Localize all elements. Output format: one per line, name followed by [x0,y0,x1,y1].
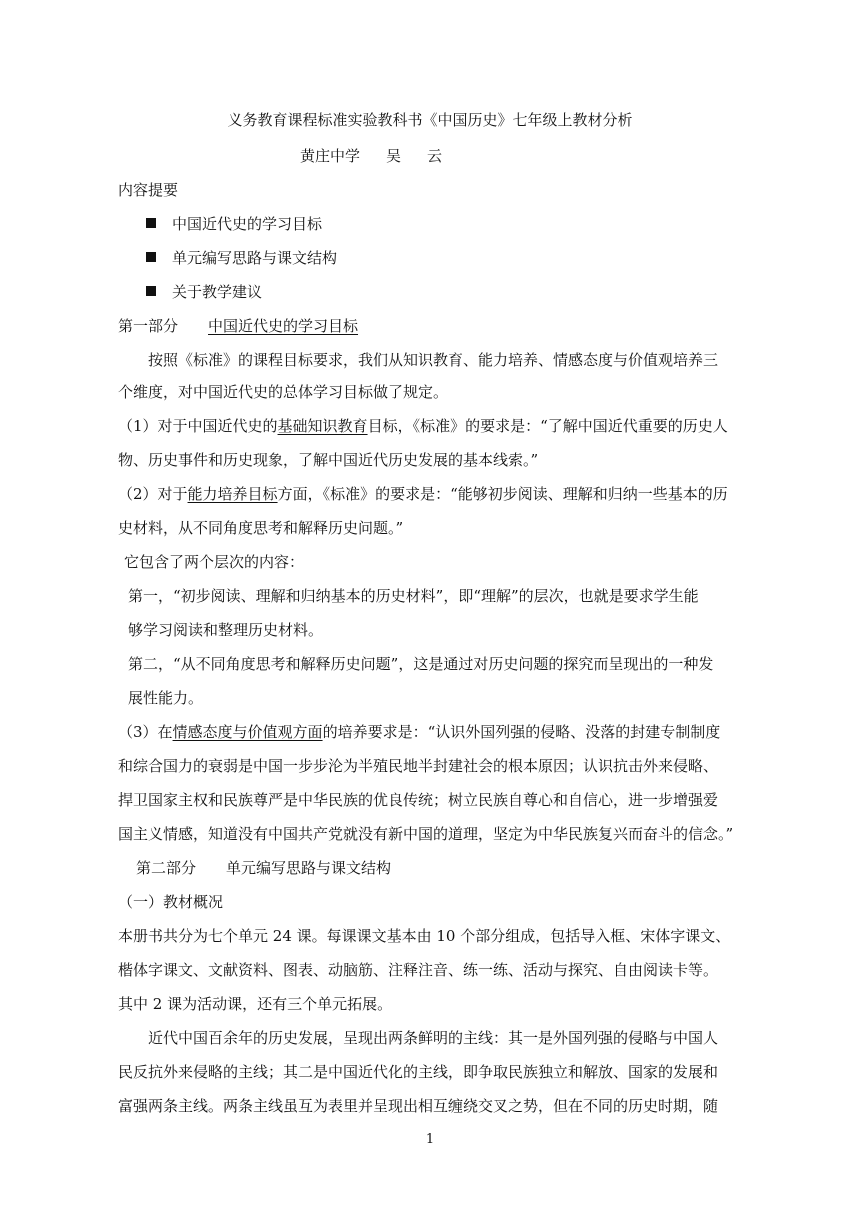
paragraph-line: 够学习阅读和整理历史材料。 [128,621,324,639]
paragraph-line [118,722,720,742]
square-bullet-icon [146,252,156,262]
text-run: 目标，《标准》的要求是：“了解中国近代重要的历史人 [367,417,728,435]
bullet-text: 单元编写思路与课文结构 [172,249,338,267]
paragraph-line: 捍卫国家主权和民族尊严是中华民族的优良传统；树立民族自尊心和自信心，进一步增强爱 [118,791,719,809]
underlined-term: 情感态度与价值观方面 [172,723,323,741]
paragraph-line: 第一，“初步阅读、理解和归纳基本的历史材料”，即“理解”的层次，也就是要求学生能 [128,587,699,605]
paragraph-line: 个维度，对中国近代史的总体学习目标做了规定。 [118,383,449,401]
author-name-2: 云 [427,147,443,165]
author-line [300,146,442,166]
section-title: （一）教材概况 [118,893,224,911]
text-run: 方面，《标准》的要求是：“能够初步阅读、理解和归纳一些基本的历 [277,485,728,503]
paragraph-line: 富强两条主线。两条主线虽互为表里并呈现出相互缠绕交叉之势，但在不同的历史时期，随 [118,1097,719,1115]
paragraph-line: 其中 2 课为活动课，还有三个单元拓展。 [118,995,393,1013]
page-number: 1 [425,1132,435,1147]
paragraph-line: 近代中国百余年的历史发展，呈现出两条鲜明的主线：其一是外国列强的侵略与中国人 [148,1029,719,1047]
bullet-text: 关于教学建议 [172,283,263,301]
square-bullet-icon [146,286,156,296]
paragraph-line: 楷体字课文、文献资料、图表、动脑筋、注释注音、练一练、活动与探究、自由阅读卡等。 [118,961,719,979]
paragraph-line [118,484,728,504]
author-name-1: 吴 [386,147,402,165]
square-bullet-icon [146,218,156,228]
bullet-text: 中国近代史的学习目标 [172,215,323,233]
bullet-item [146,282,262,302]
bullet-item [146,248,337,268]
paragraph-line [118,416,728,436]
author-school: 黄庄中学 [300,147,361,165]
paragraph-line: 展性能力。 [128,689,204,707]
part2-label: 第二部分 [136,859,197,877]
part1-title: 中国近代史的学习目标 [208,317,359,335]
paragraph-line: 按照《标准》的课程目标要求，我们从知识教育、能力培养、情感态度与价值观培养三 [148,351,719,369]
paragraph-line: 和综合国力的衰弱是中国一步步沦为半殖民地半封建社会的根本原因；认识抗击外来侵略、 [118,757,719,775]
part1-heading [118,316,358,336]
paragraph-line: 物、历史事件和历史现象，了解中国近代历史发展的基本线索。” [118,451,539,469]
paragraph-line: 第二，“从不同角度思考和解释历史问题”，这是通过对历史问题的探究而呈现出的一种发 [128,655,714,673]
part2-heading [136,858,391,878]
paragraph-line: 它包含了两个层次的内容： [124,553,305,571]
underlined-term: 能力培养目标 [187,485,278,503]
paragraph-line: 民反抗外来侵略的主线；其二是中国近代化的主线，即争取民族独立和解放、国家的发展和 [118,1063,719,1081]
text-run: （2）对于 [118,485,188,503]
text-run: （1）对于中国近代史的 [118,417,278,435]
bullet-item [146,214,322,234]
part1-label: 第一部分 [118,317,179,335]
summary-heading: 内容提要 [118,181,179,199]
text-run: 的培养要求是：“认识外国列强的侵略、没落的封建专制制度 [322,723,721,741]
paragraph-line: 史材料，从不同角度思考和解释历史问题。” [118,519,404,537]
paragraph-line: 本册书共分为七个单元 24 课。每课课文基本由 10 个部分组成，包括导入框、宋体字课文、 [118,927,731,945]
document-title: 义务教育课程标准实验教科书《中国历史》七年级上教材分析 [227,111,633,129]
text-run: （3）在 [118,723,173,741]
underlined-term: 基础知识教育 [277,417,368,435]
part2-title: 单元编写思路与课文结构 [226,859,392,877]
paragraph-line: 国主义情感，知道没有中国共产党就没有新中国的道理，坚定为中华民族复兴而奋斗的信念。” [118,825,734,843]
